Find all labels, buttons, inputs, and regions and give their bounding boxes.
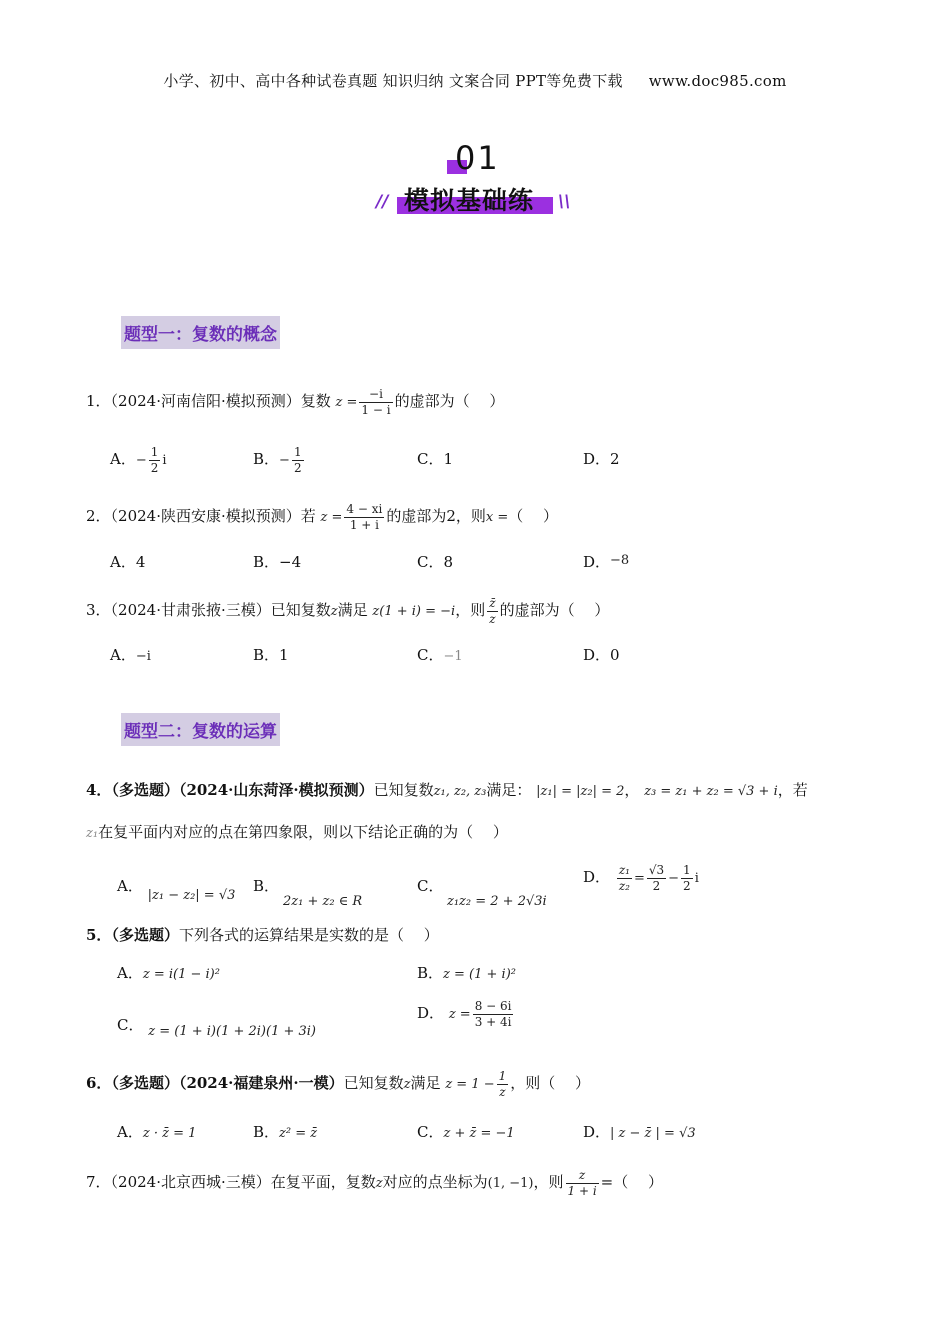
question-4: [86, 779, 808, 800]
question-5: [86, 924, 439, 945]
q4-option-c[interactable]: [417, 875, 547, 914]
option-value: z = (1 + i)²: [443, 967, 516, 982]
question-number: 2．: [86, 507, 111, 526]
question-tag: （多选题）（2024·山东菏泽·模拟预测）: [111, 781, 374, 799]
banner-number: 01: [455, 139, 500, 177]
question-mid: 满足: [337, 601, 368, 620]
math-fraction: [344, 503, 384, 531]
question-source: （2024·北京西城·三模）在复平面，复数: [110, 1173, 376, 1192]
math-lhs: z =: [320, 510, 343, 526]
option-operator: =: [633, 871, 645, 887]
option-value: |z₁ − z₂| = √3: [147, 888, 236, 903]
question-tail: =（ ）: [600, 1173, 663, 1192]
banner-right-decoration: \\: [558, 192, 571, 212]
fraction-numerator: 1: [150, 445, 159, 459]
option-value: 2z₁ + z₂ ∈ R: [283, 894, 363, 909]
question-mid2: ，则: [455, 601, 486, 620]
option-fraction: [473, 1000, 514, 1028]
option-operator: −: [668, 871, 680, 887]
fraction-denominator: 2: [150, 460, 159, 475]
math-var: z: [330, 604, 338, 620]
option-label: C．: [417, 646, 444, 664]
option-fraction: [647, 864, 666, 892]
q2-option-a[interactable]: A．4: [110, 553, 146, 571]
option-value: z = (1 + i)(1 + 2i)(1 + 3i): [148, 1024, 317, 1039]
q3-option-a[interactable]: [110, 644, 151, 665]
math-point: (1, −1): [487, 1176, 534, 1192]
question-number: 5．: [86, 926, 112, 944]
option-value: −8: [610, 553, 630, 568]
option-label: A．: [117, 1123, 143, 1141]
option-value: | z − z̄ | = √3: [610, 1126, 696, 1141]
question-3: [86, 597, 609, 625]
math-fraction: [497, 1070, 509, 1098]
math-var: z: [403, 1077, 411, 1093]
question-tail: 的虚部为（ ）: [394, 392, 505, 411]
q3-option-b[interactable]: B．1: [253, 646, 289, 664]
question-tail: （ ）: [508, 507, 559, 526]
q2-option-c[interactable]: C．8: [417, 553, 454, 571]
fraction-numerator: −i: [359, 388, 392, 403]
question-text: 满足：: [486, 781, 532, 799]
option-label: C．: [417, 1123, 444, 1141]
q6-option-a[interactable]: [117, 1121, 196, 1142]
header-text: 小学、初中、高中各种试卷真题 知识归纳 文案合同 PPT等免费下载: [163, 72, 623, 90]
question-text: 在复平面内对应的点在第四象限，则以下结论正确的为（ ）: [98, 823, 508, 841]
fraction-numerator: z̄: [489, 596, 496, 610]
q4-option-d[interactable]: [583, 864, 699, 892]
option-sign: −: [279, 453, 290, 469]
banner-title: 模拟基础练: [404, 186, 535, 215]
option-label: A．: [117, 877, 143, 895]
fraction-denominator: z₂: [618, 878, 630, 893]
option-label: A．: [110, 450, 136, 469]
section-heading-2: 题型二：复数的运算: [121, 713, 280, 746]
header-site: www.doc985.com: [648, 72, 787, 90]
option-label: D．: [417, 1004, 445, 1023]
fraction-denominator: z: [489, 611, 496, 626]
fraction-denominator: 3 + 4i: [474, 1014, 512, 1029]
option-lhs: z =: [448, 1007, 471, 1023]
question-mid: 对应的点坐标为: [382, 1173, 488, 1192]
option-fraction: [617, 864, 632, 892]
q1-option-c[interactable]: C．1: [417, 450, 454, 468]
question-text: ，若: [777, 781, 808, 799]
option-value: z + z̄ = −1: [443, 1126, 515, 1141]
option-label: D．: [583, 553, 611, 571]
q3-option-d[interactable]: D．0: [583, 646, 620, 664]
option-fraction: [681, 864, 693, 892]
fraction-denominator: 1 + i: [349, 517, 379, 532]
option-label: D．: [583, 868, 611, 887]
question-separator: ，: [624, 781, 640, 799]
fraction-numerator: z₁: [618, 863, 630, 877]
option-fraction: [292, 446, 304, 474]
fraction-denominator: 1 − i: [361, 402, 391, 417]
option-label: D．: [583, 1123, 611, 1141]
option-suffix: i: [694, 871, 699, 887]
option-label: C．: [417, 877, 444, 895]
option-label: A．: [117, 964, 143, 982]
math-var: z₁: [86, 826, 99, 841]
math-x: x =: [485, 510, 509, 526]
math-condition: z(1 + i) = −i: [372, 604, 456, 620]
question-tag: （多选题）（2024·福建泉州·一模）: [111, 1074, 344, 1093]
option-value: z² = z̄: [279, 1126, 318, 1141]
math-fraction: [487, 597, 497, 625]
fraction-denominator: 2: [652, 878, 661, 893]
q6-option-c[interactable]: [417, 1121, 515, 1142]
option-sign: −: [135, 453, 147, 469]
option-label: B．: [417, 964, 444, 982]
fraction-denominator: 1 + i: [567, 1183, 597, 1198]
fraction-numerator: √3: [648, 863, 665, 877]
option-suffix: i: [162, 453, 167, 469]
question-number: 1．: [86, 392, 111, 411]
question-7: [86, 1169, 663, 1197]
math-lhs: z =: [335, 395, 358, 411]
q4-option-b[interactable]: [253, 875, 363, 914]
question-tail: 的虚部为（ ）: [499, 601, 610, 620]
fraction-denominator: 2: [683, 878, 691, 893]
section-heading-1: 题型一：复数的概念: [121, 316, 280, 349]
option-value: −i: [135, 649, 151, 664]
question-mid2: ，则: [533, 1173, 564, 1192]
option-label: B．: [253, 877, 280, 895]
math-fraction: [359, 388, 392, 416]
question-4-line-2: [86, 821, 508, 842]
option-fraction: [149, 446, 161, 474]
fraction-denominator: z: [499, 1084, 506, 1099]
math-fraction: [566, 1169, 599, 1197]
question-source: （2024·河南信阳·模拟预测）复数: [110, 392, 331, 411]
option-value: −1: [443, 649, 463, 664]
fraction-numerator: 1: [293, 445, 302, 459]
fraction-numerator: 1: [498, 1069, 507, 1083]
fraction-denominator: 2: [293, 460, 302, 475]
option-label: B．: [253, 450, 280, 469]
math-vars: z₁, z₂, z₃: [433, 784, 487, 799]
fraction-numerator: 4 − xi: [346, 502, 383, 516]
q3-option-c[interactable]: [417, 644, 463, 665]
q6-option-d[interactable]: [583, 1121, 696, 1142]
math-condition-2: z₃ = z₁ + z₂ = √3 + i: [644, 784, 778, 799]
q1-option-a[interactable]: [110, 446, 167, 474]
question-mid: 的虚部为2，则: [386, 507, 486, 526]
question-text: 下列各式的运算结果是实数的是（ ）: [178, 926, 439, 944]
math-condition-1: |z₁| = |z₂| = 2: [536, 784, 625, 799]
option-value: z · z̄ = 1: [142, 1126, 197, 1141]
question-number: 4．: [86, 781, 112, 799]
question-tag: （多选题）: [111, 926, 179, 944]
q2-option-d[interactable]: [583, 551, 629, 572]
page-header: [0, 70, 950, 91]
question-tail: ，则（ ）: [510, 1074, 591, 1093]
question-text: 满足: [410, 1074, 441, 1093]
option-label: B．: [253, 1123, 280, 1141]
q4-option-a[interactable]: [117, 875, 236, 903]
fraction-numerator: 1: [683, 863, 691, 877]
q5-option-d[interactable]: [417, 1000, 515, 1028]
math-condition: z = 1 −: [445, 1077, 495, 1093]
question-number: 3．: [86, 601, 111, 620]
banner-left-decoration: //: [376, 192, 389, 212]
question-text: 已知复数: [343, 1074, 404, 1093]
question-number: 7．: [86, 1173, 111, 1192]
question-text: 已知复数: [373, 781, 434, 799]
question-1: [86, 388, 504, 416]
option-label: C．: [117, 1016, 144, 1034]
option-value: z = i(1 − i)²: [142, 967, 220, 982]
question-source: （2024·甘肃张掖·三模）已知复数: [110, 601, 331, 620]
q5-option-c[interactable]: [117, 1014, 317, 1039]
q5-option-a[interactable]: [117, 962, 220, 983]
fraction-numerator: z: [566, 1169, 599, 1184]
fraction-numerator: 8 − 6i: [474, 999, 512, 1013]
q1-option-d[interactable]: D．2: [583, 450, 620, 468]
question-source: （2024·陕西安康·模拟预测）若: [110, 507, 316, 526]
question-number: 6．: [86, 1074, 112, 1093]
option-label: A．: [110, 646, 136, 664]
q2-option-b[interactable]: B．−4: [253, 553, 302, 571]
q6-option-b[interactable]: [253, 1121, 317, 1142]
q5-option-b[interactable]: [417, 962, 516, 983]
question-2: [86, 503, 558, 531]
math-var: z: [375, 1176, 383, 1192]
q1-option-b[interactable]: [253, 446, 306, 474]
option-value: z₁z₂ = 2 + 2√3i: [447, 894, 547, 909]
question-6: [86, 1070, 590, 1098]
